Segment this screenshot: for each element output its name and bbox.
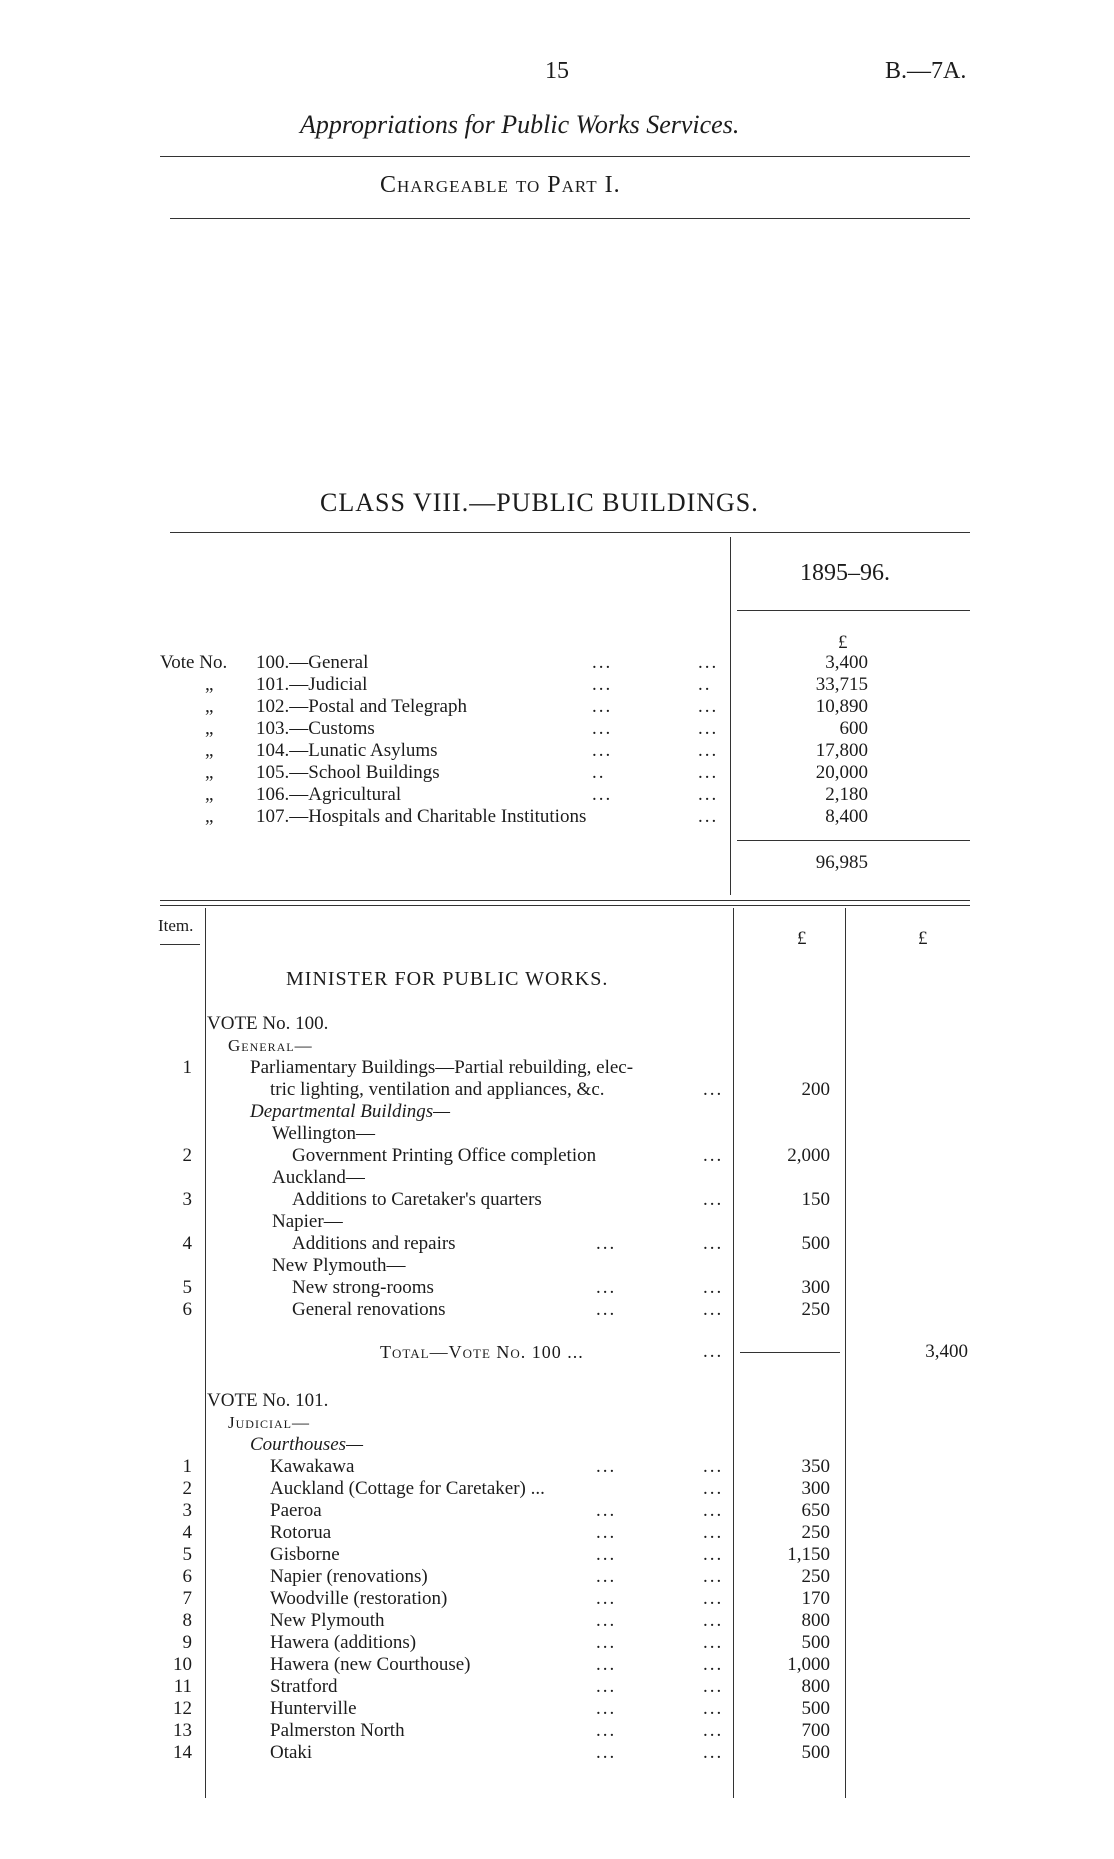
summary-row-amount: 3,400 — [825, 652, 868, 673]
vote100-item2-amount: 2,000 — [787, 1145, 830, 1166]
vote101-item-number: 13 — [173, 1720, 192, 1741]
header-rule-top — [160, 156, 970, 157]
summary-currency: £ — [838, 632, 848, 653]
vote100-section: General— — [228, 1036, 313, 1055]
vote100-item6-label: General renovations — [292, 1299, 446, 1320]
vote100-item5-leader-1: ... — [596, 1277, 617, 1298]
vote100-total-leader: ... — [703, 1341, 724, 1362]
vote101-item-label: Auckland (Cottage for Caretaker) ... — [270, 1478, 545, 1499]
summary-row-label: 106.—Agricultural — [256, 784, 402, 805]
vote101-item-label: Paeroa — [270, 1500, 322, 1521]
summary-row-label: 102.—Postal and Telegraph — [256, 696, 467, 717]
summary-row-prefix: „ — [205, 718, 214, 739]
summary-row-leader: ... — [698, 740, 719, 761]
currency-header-amount: £ — [797, 928, 807, 949]
summary-row-prefix: „ — [205, 806, 214, 827]
summary-total-rule — [737, 840, 970, 841]
summary-row-prefix: „ — [205, 762, 214, 783]
vote100-item4-label: Additions and repairs — [292, 1233, 456, 1254]
vote100-total-amount: 3,400 — [925, 1341, 968, 1362]
napier-heading: Napier— — [272, 1211, 343, 1232]
class-heading: CLASS VIII.—PUBLIC BUILDINGS. — [320, 488, 759, 517]
vote101-item-leader: ... — [596, 1544, 617, 1565]
summary-year-rule — [737, 610, 970, 611]
vote101-item-leader: ... — [596, 1522, 617, 1543]
vote101-item-label: Kawakawa — [270, 1456, 355, 1477]
vote101-item-leader: ... — [703, 1698, 724, 1719]
vote101-item-number: 3 — [182, 1500, 192, 1521]
vote100-item6-number: 6 — [182, 1299, 192, 1320]
vote101-item-leader: ... — [703, 1632, 724, 1653]
summary-total: 96,985 — [815, 852, 868, 873]
summary-row-amount: 8,400 — [825, 806, 868, 827]
vote101-item-amount: 800 — [801, 1610, 830, 1631]
vote101-item-leader: ... — [596, 1588, 617, 1609]
summary-row-leader: ... — [592, 696, 613, 717]
vote101-item-amount: 500 — [801, 1698, 830, 1719]
summary-row-amount: 600 — [839, 718, 868, 739]
class-rule — [170, 532, 970, 533]
vote101-item-leader: ... — [703, 1478, 724, 1499]
vote101-item-amount: 1,000 — [787, 1654, 830, 1675]
vote101-item-leader: ... — [703, 1676, 724, 1697]
vote100-item6-leader-1: ... — [596, 1299, 617, 1320]
new-plymouth-heading: New Plymouth— — [272, 1255, 406, 1276]
summary-row-label: 103.—Customs — [256, 718, 375, 739]
summary-row-leader: .. — [592, 762, 606, 783]
vote100-subtotal-rule — [740, 1352, 840, 1353]
header-rule-bottom — [170, 218, 970, 219]
vote100-item1-amount: 200 — [801, 1079, 830, 1100]
vote101-item-label: Hawera (new Courthouse) — [270, 1654, 471, 1675]
item-column-header: Item. — [158, 916, 194, 935]
summary-row-prefix: Vote No. — [160, 652, 228, 673]
vote101-item-leader: ... — [703, 1566, 724, 1587]
vote101-item-amount: 800 — [801, 1676, 830, 1697]
vote101-item-label: Gisborne — [270, 1544, 340, 1565]
summary-row-label: 107.—Hospitals and Charitable Institutions — [256, 806, 587, 827]
summary-column-divider — [730, 537, 731, 895]
vote101-item-label: Otaki — [270, 1742, 313, 1763]
vote100-item2-leader: ... — [703, 1145, 724, 1166]
vote101-item-amount: 500 — [801, 1742, 830, 1763]
vote101-item-leader: ... — [703, 1742, 724, 1763]
vote101-item-number: 2 — [182, 1478, 192, 1499]
vote101-item-number: 14 — [173, 1742, 192, 1763]
minister-heading: MINISTER FOR PUBLIC WORKS. — [286, 968, 609, 990]
vote101-item-leader: ... — [596, 1676, 617, 1697]
vote101-item-number: 7 — [182, 1588, 192, 1609]
summary-row-leader: ... — [698, 652, 719, 673]
vote100-item4-amount: 500 — [801, 1233, 830, 1254]
vote100-heading: VOTE No. 100. — [207, 1013, 329, 1034]
vote100-item3-label: Additions to Caretaker's quarters — [292, 1189, 542, 1210]
vote100-item1-label-line1: Parliamentary Buildings—Partial rebuilding, elec- — [250, 1057, 634, 1078]
vote101-item-number: 8 — [182, 1610, 192, 1631]
summary-row-prefix: „ — [205, 740, 214, 761]
vote101-item-number: 12 — [173, 1698, 192, 1719]
detail-total-divider — [845, 908, 846, 1798]
vote100-total-label: Total—Vote No. 100 ... — [380, 1342, 584, 1362]
vote100-item4-number: 4 — [182, 1233, 192, 1254]
wellington-heading: Wellington— — [272, 1123, 375, 1144]
vote101-item-label: Woodville (restoration) — [270, 1588, 448, 1609]
summary-row-leader: ... — [698, 784, 719, 805]
summary-row-amount: 10,890 — [815, 696, 868, 717]
summary-row-leader: ... — [698, 762, 719, 783]
vote101-item-leader: ... — [703, 1588, 724, 1609]
summary-row-leader: ... — [592, 674, 613, 695]
page-title: Appropriations for Public Works Services. — [300, 110, 740, 139]
summary-row-leader: ... — [592, 740, 613, 761]
summary-row-leader: .. — [698, 674, 712, 695]
summary-row-label: 100.—General — [256, 652, 369, 673]
vote100-item3-leader: ... — [703, 1189, 724, 1210]
vote100-item3-amount: 150 — [801, 1189, 830, 1210]
vote100-item5-leader-2: ... — [703, 1277, 724, 1298]
vote101-heading: VOTE No. 101. — [207, 1390, 329, 1411]
vote100-item1-label-line2: tric lighting, ventilation and appliances, &c. — [270, 1079, 605, 1100]
vote101-item-amount: 350 — [801, 1456, 830, 1477]
vote101-item-leader: ... — [703, 1500, 724, 1521]
summary-row-prefix: „ — [205, 674, 214, 695]
vote101-section: Judicial— — [228, 1413, 310, 1432]
vote101-item-number: 4 — [182, 1522, 192, 1543]
vote101-item-leader: ... — [596, 1720, 617, 1741]
summary-row-leader: ... — [698, 806, 719, 827]
vote100-item2-number: 2 — [182, 1145, 192, 1166]
summary-row-leader: ... — [592, 652, 613, 673]
summary-year-header: 1895–96. — [800, 560, 890, 586]
vote101-item-label: Palmerston North — [270, 1720, 405, 1741]
summary-row-prefix: „ — [205, 696, 214, 717]
vote101-item-amount: 650 — [801, 1500, 830, 1521]
dept-buildings-heading: Departmental Buildings— — [250, 1101, 451, 1122]
vote100-item5-number: 5 — [182, 1277, 192, 1298]
vote101-item-amount: 300 — [801, 1478, 830, 1499]
vote101-item-number: 5 — [182, 1544, 192, 1565]
vote101-item-amount: 700 — [801, 1720, 830, 1741]
currency-header-total: £ — [918, 928, 928, 949]
summary-row-leader: ... — [698, 718, 719, 739]
vote101-item-leader: ... — [596, 1456, 617, 1477]
vote101-item-leader: ... — [596, 1698, 617, 1719]
vote101-item-leader: ... — [596, 1566, 617, 1587]
vote101-item-amount: 1,150 — [787, 1544, 830, 1565]
summary-row-leader: ... — [698, 696, 719, 717]
vote100-item5-amount: 300 — [801, 1277, 830, 1298]
summary-row-amount: 2,180 — [825, 784, 868, 805]
vote101-item-label: Stratford — [270, 1676, 338, 1697]
vote101-item-label: Hunterville — [270, 1698, 357, 1719]
vote101-item-label: Hawera (additions) — [270, 1632, 417, 1653]
summary-row-prefix: „ — [205, 784, 214, 805]
item-header-rule — [160, 944, 200, 945]
summary-row-label: 105.—School Buildings — [256, 762, 440, 783]
vote101-item-leader: ... — [703, 1720, 724, 1741]
vote101-item-leader: ... — [596, 1500, 617, 1521]
detail-left-divider — [205, 908, 206, 1798]
summary-row-leader: ... — [592, 784, 613, 805]
summary-row-leader: ... — [592, 718, 613, 739]
summary-row-amount: 17,800 — [815, 740, 868, 761]
summary-row-amount: 20,000 — [815, 762, 868, 783]
vote101-item-number: 6 — [182, 1566, 192, 1587]
vote101-item-leader: ... — [596, 1654, 617, 1675]
auckland-heading: Auckland— — [272, 1167, 365, 1188]
vote100-item5-label: New strong-rooms — [292, 1277, 434, 1298]
vote101-item-number: 11 — [173, 1676, 192, 1697]
vote101-item-number: 1 — [182, 1456, 192, 1477]
vote101-item-leader: ... — [703, 1456, 724, 1477]
vote101-item-number: 10 — [173, 1654, 192, 1675]
vote101-item-leader: ... — [703, 1654, 724, 1675]
summary-bottom-rule — [160, 900, 970, 901]
vote101-item-leader: ... — [596, 1742, 617, 1763]
summary-row-amount: 33,715 — [815, 674, 868, 695]
vote101-item-amount: 250 — [801, 1522, 830, 1543]
vote101-item-leader: ... — [703, 1544, 724, 1565]
page-subtitle: Chargeable to Part I. — [380, 172, 621, 198]
summary-row-label: 104.—Lunatic Asylums — [256, 740, 438, 761]
vote101-item-label: Rotorua — [270, 1522, 332, 1543]
vote101-item-amount: 250 — [801, 1566, 830, 1587]
vote100-item1-leader: ... — [703, 1079, 724, 1100]
vote101-item-leader: ... — [703, 1610, 724, 1631]
vote101-item-number: 9 — [182, 1632, 192, 1653]
vote100-item4-leader-1: ... — [596, 1233, 617, 1254]
vote101-item-amount: 500 — [801, 1632, 830, 1653]
document-reference: B.—7A. — [885, 58, 967, 84]
page-number: 15 — [545, 58, 569, 84]
summary-row-label: 101.—Judicial — [256, 674, 368, 695]
courthouses-heading: Courthouses— — [250, 1434, 363, 1455]
vote101-item-leader: ... — [596, 1610, 617, 1631]
vote100-item2-label: Government Printing Office completion — [292, 1145, 597, 1166]
vote101-item-leader: ... — [596, 1632, 617, 1653]
vote101-item-leader: ... — [703, 1522, 724, 1543]
vote100-item4-leader-2: ... — [703, 1233, 724, 1254]
vote100-item6-amount: 250 — [801, 1299, 830, 1320]
vote100-item6-leader-2: ... — [703, 1299, 724, 1320]
vote101-item-amount: 170 — [801, 1588, 830, 1609]
vote101-item-label: New Plymouth — [270, 1610, 385, 1631]
vote100-item1-number: 1 — [182, 1057, 192, 1078]
vote100-item3-number: 3 — [182, 1189, 192, 1210]
vote101-item-label: Napier (renovations) — [270, 1566, 428, 1587]
detail-top-rule — [160, 905, 970, 906]
